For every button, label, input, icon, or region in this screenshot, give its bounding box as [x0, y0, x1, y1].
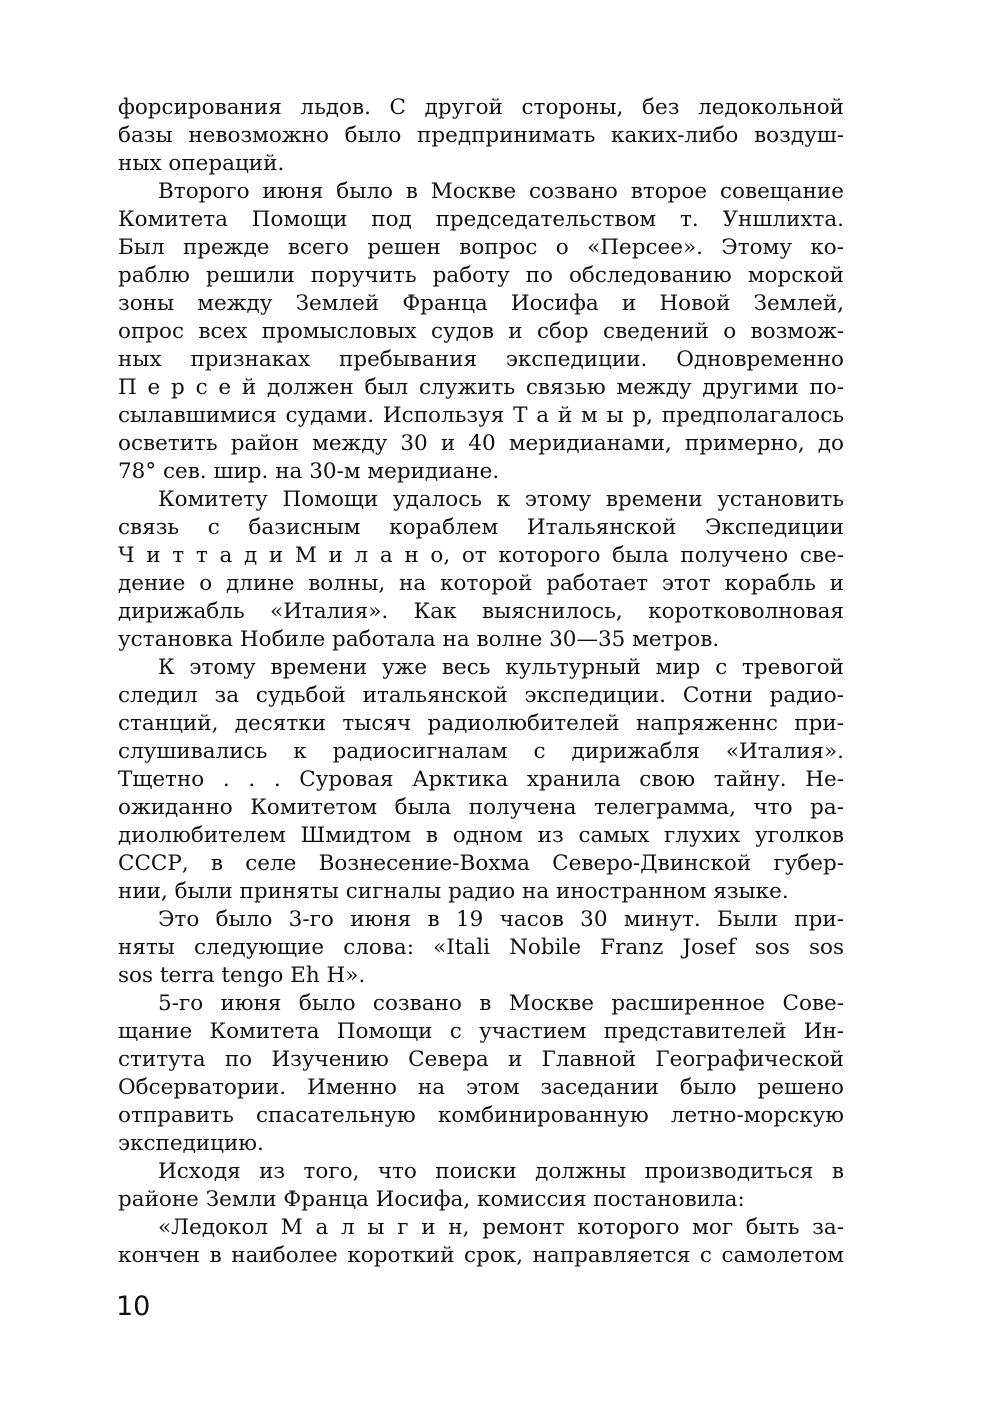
text-line: диолюбителем Шмидтом в одном из самых глухих уголков	[118, 823, 844, 848]
text-line: осветить район между 30 и 40 меридианами, примерно, до	[118, 431, 844, 456]
text-line: дирижабль «Италия». Как выяснилось, коротковолновая	[118, 599, 844, 624]
text-line: ных признаках пребывания экспедиции. Одновременно	[118, 347, 844, 372]
text-line: следил за судьбой итальянской экспедиции. Сотни радио-	[118, 683, 844, 708]
text-line: Комитету Помощи удалось к этому времени установить	[158, 487, 844, 512]
paragraph-7	[118, 1158, 844, 1214]
text-line: базы невозможно было предпринимать каких-либо воздуш-	[118, 123, 844, 148]
text-line: няты следующие слова: «Itali Nobile Franz Josef sos sos	[118, 935, 844, 960]
paragraph-4	[118, 654, 844, 906]
text-line: форсирования льдов. С другой стороны, без ледокольной	[118, 95, 844, 120]
text-column	[118, 94, 844, 1270]
text-line: экспедицию.	[118, 1131, 264, 1156]
text-line: Комитета Помощи под председательством т. Уншлихта.	[118, 207, 844, 232]
text-line: установка Нобиле работала на волне 30—35 метров.	[118, 627, 720, 652]
paragraph-1	[118, 94, 844, 178]
page-number: 10	[116, 1291, 151, 1322]
paragraph-2	[118, 178, 844, 486]
text-line: Второго июня было в Москве созвано второе совещание	[158, 179, 844, 204]
paragraph-8	[118, 1214, 844, 1270]
text-line: ных операций.	[118, 151, 285, 176]
text-line: Ч и т т а д и М и л а н о, от которого была получено све-	[118, 543, 844, 568]
text-line: Был прежде всего решен вопрос о «Персее». Этому ко-	[118, 235, 844, 260]
text-line: связь с базисным кораблем Итальянской Экспедиции	[118, 515, 844, 540]
text-line: П е р с е й должен был служить связью между другими по-	[118, 375, 844, 400]
paragraph-6	[118, 990, 844, 1158]
text-line: раблю решили поручить работу по обследованию морской	[118, 263, 844, 288]
text-line: районе Земли Франца Иосифа, комиссия постановила:	[118, 1187, 745, 1212]
text-line: дение о длине волны, на которой работает этот корабль и	[118, 571, 844, 596]
text-line: слушивались к радиосигналам с дирижабля «Италия».	[118, 739, 844, 764]
text-line: 5-го июня было созвано в Москве расширенное Сове-	[158, 991, 844, 1016]
paragraph-5	[118, 906, 844, 990]
text-line: Обсерватории. Именно на этом заседании было решено	[118, 1075, 844, 1100]
text-line: щание Комитета Помощи с участием представителей Ин-	[118, 1019, 844, 1044]
text-line: 78° сев. шир. на 30-м меридиане.	[118, 459, 500, 484]
text-line: отправить спасательную комбинированную летно-морскую	[118, 1103, 844, 1128]
text-line: зоны между Землей Франца Иосифа и Новой Землей,	[118, 291, 844, 316]
text-line: ожиданно Комитетом была получена телеграмма, что ра-	[118, 795, 844, 820]
text-line: К этому времени уже весь культурный мир с тревогой	[158, 655, 844, 680]
text-line: станций, десятки тысяч радиолюбителей напряженнс при-	[118, 711, 844, 736]
text-line: кончен в наиболее короткий срок, направляется с самолетом	[118, 1243, 844, 1268]
text-line: «Ледокол М а л ы г и н, ремонт которого мог быть за-	[158, 1215, 844, 1240]
text-line: сылавшимися судами. Используя Т а й м ы р, предполагалось	[118, 403, 844, 428]
paragraph-3	[118, 486, 844, 654]
text-line: опрос всех промысловых судов и сбор сведений о возмож-	[118, 319, 844, 344]
text-line: ститута по Изучению Севера и Главной Географической	[118, 1047, 844, 1072]
text-line: Это было 3-го июня в 19 часов 30 минут. Были при-	[158, 907, 844, 932]
text-line: Исходя из того, что поиски должны производиться в	[158, 1159, 844, 1184]
text-line: нии, были приняты сигналы радио на иностранном языке.	[118, 879, 789, 904]
text-line: СССР, в селе Вознесение-Вохма Северо-Двинской губер-	[118, 851, 844, 876]
text-line: Тщетно . . . Суровая Арктика хранила свою тайну. Не-	[118, 767, 844, 792]
text-line: sos terra tengo Eh H».	[118, 963, 366, 988]
